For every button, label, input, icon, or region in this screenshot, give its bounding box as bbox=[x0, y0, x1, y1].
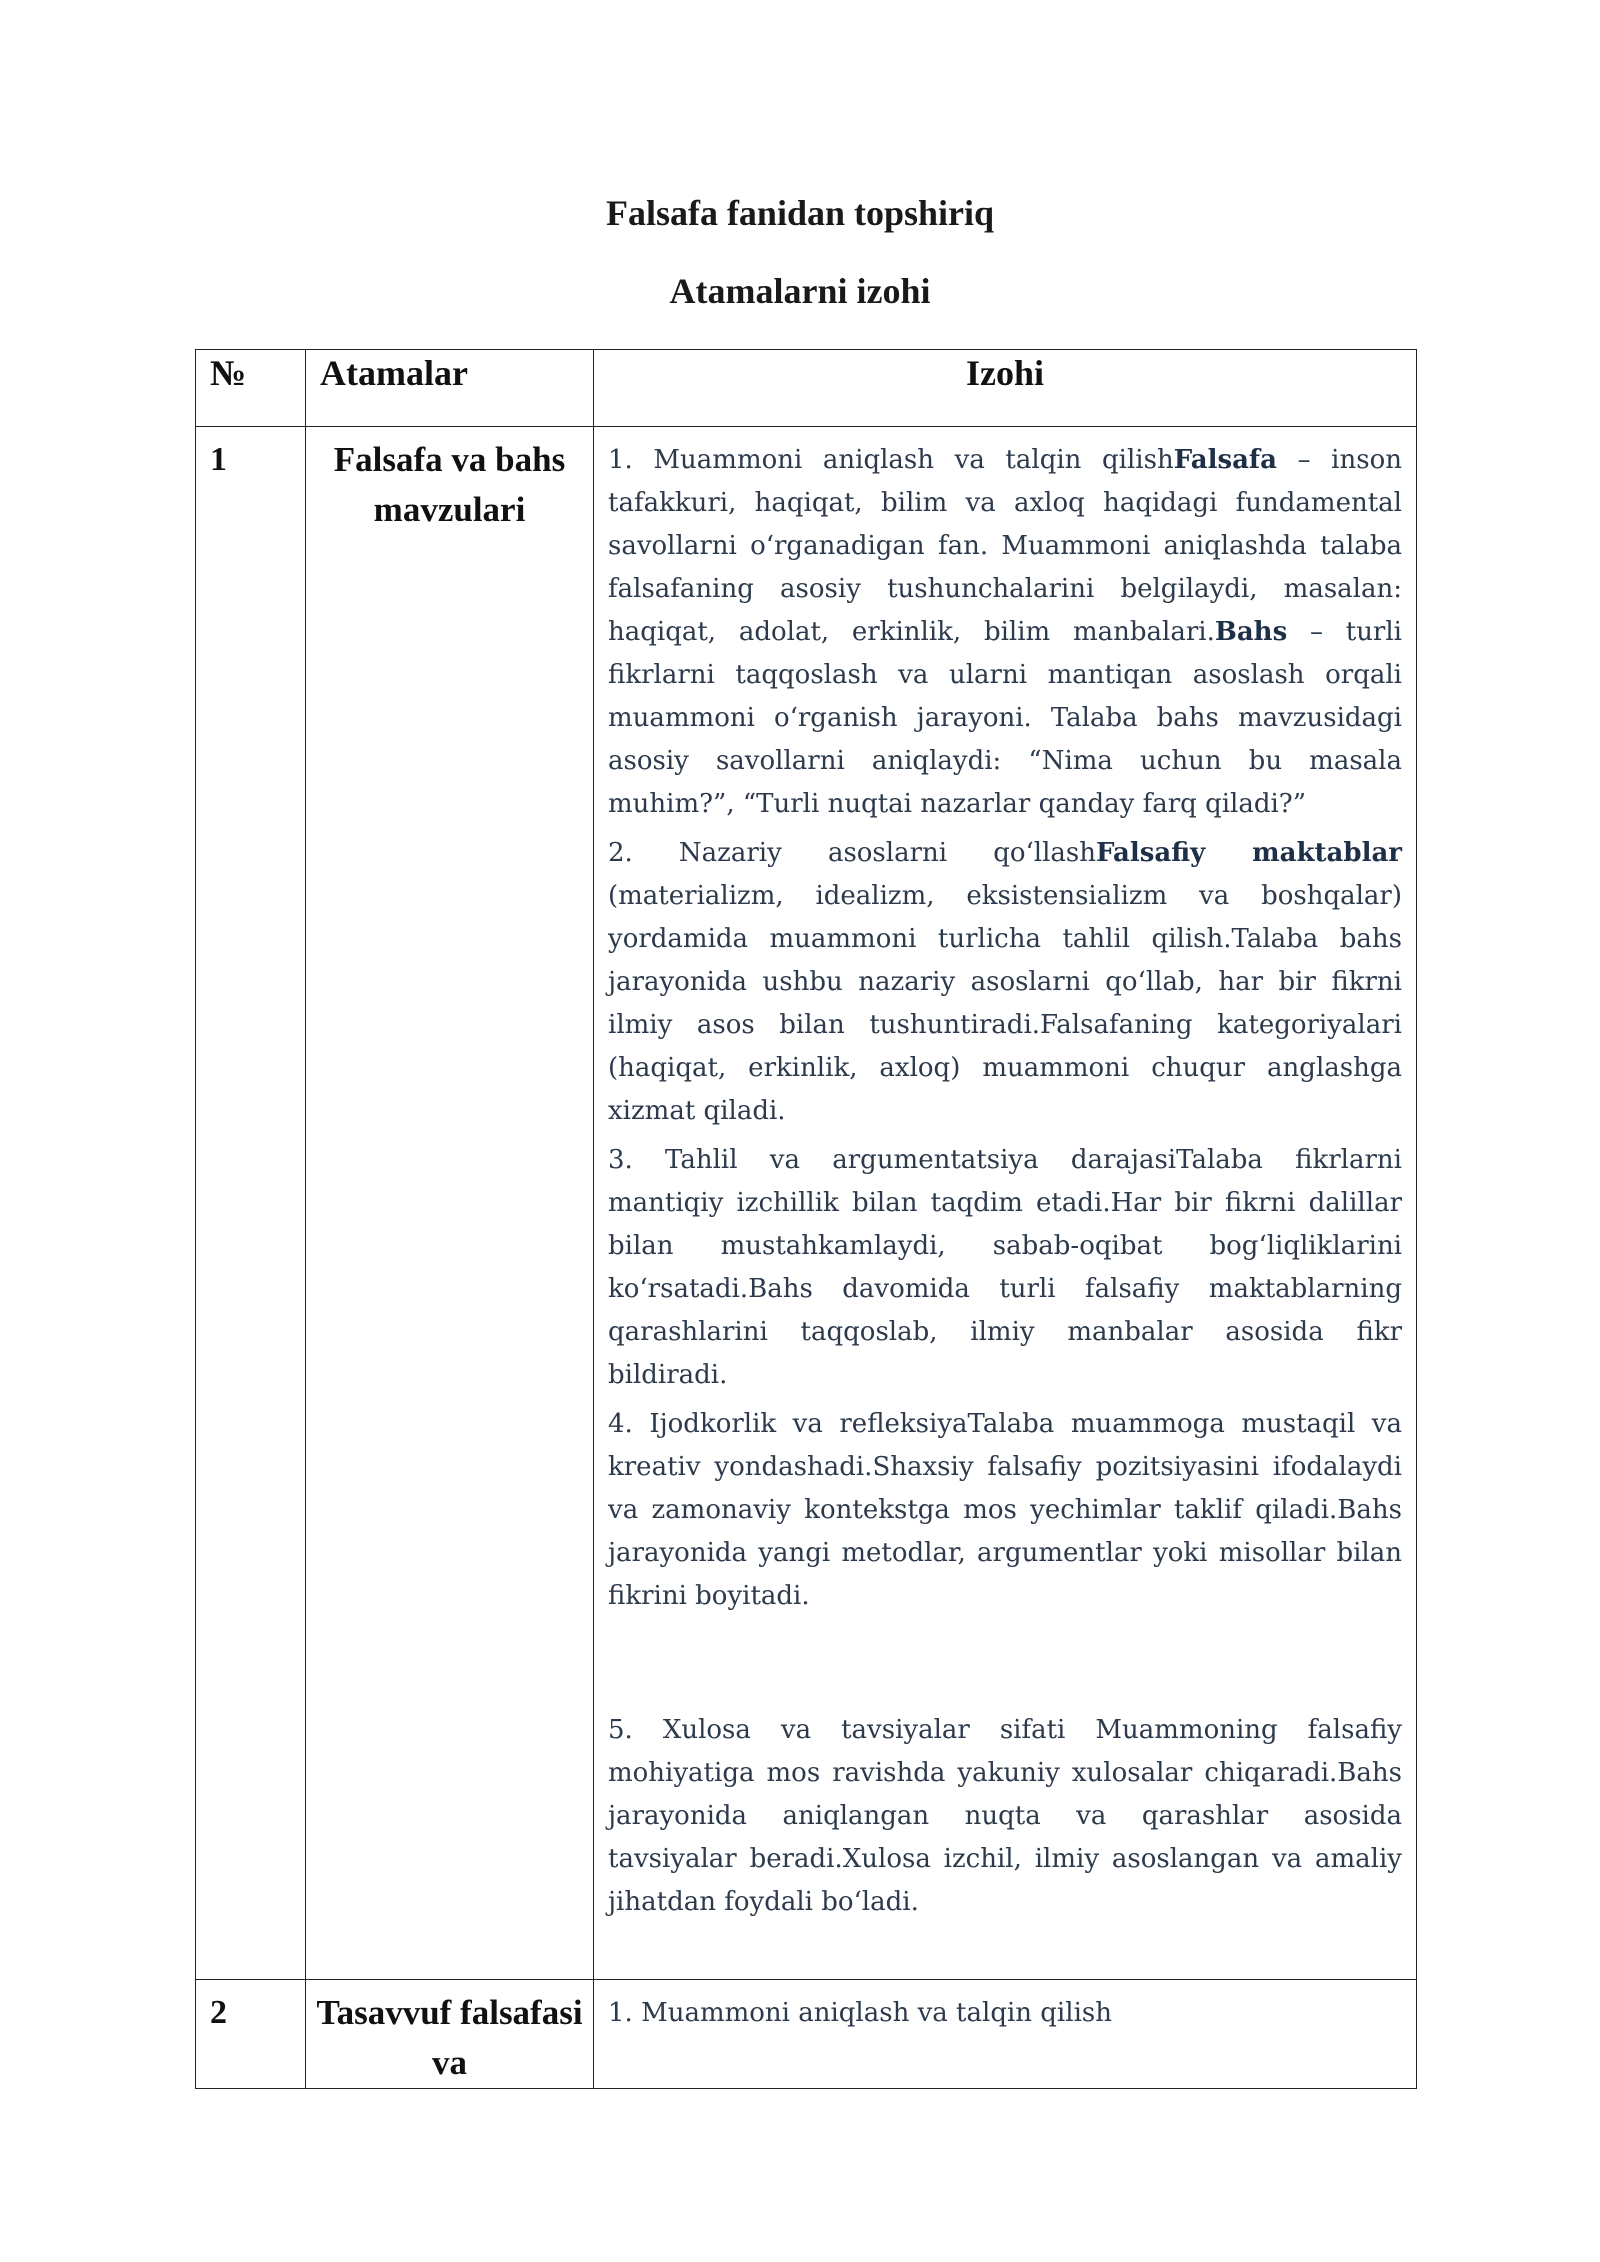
description-paragraph: 1. Muammoni aniqlash va talqin qilish bbox=[608, 1998, 1112, 2028]
bold-term: Bahs bbox=[1214, 617, 1288, 647]
description-paragraph: 3. Tahlil va argumentatsiya darajasiTalaba fikrlarni mantiqiy izchillik bilan taqdim etadi.Har bir fikrni dalillar bilan mustahkamlaydi, sabab-oqibat bogʻliqliklarini koʻrsatadi.Bahs davomida turli falsafiy maktablarning qarashlarini taqqoslab, ilmiy manbalar asosida fikr bildiradi. bbox=[608, 1145, 1402, 1390]
row-term: Tasavvuf falsafasi va bbox=[306, 1980, 594, 2089]
paragraph-text: – inson tafakkuri, haqiqat, bilim va axloq haqidagi fundamental savollarni oʻrganadigan fan. Muammoni aniqlashda talaba falsafaning asosiy tushunchalarini belgilaydi, masalan: haqiqat, adolat, erkinlik, bilim manbalari. bbox=[608, 445, 1402, 647]
paragraph-text: – turli fikrlarni taqqoslash va ularni mantiqan asoslash orqali muammoni oʻrganish jarayoni. Talaba bahs mavzusidagi asosiy savollarni aniqlaydi: “Nima uchun bu masala muhim?”, “Turli nuqtai nazarlar qanday farq qiladi?” bbox=[608, 617, 1402, 819]
paragraph-text: (materializm, idealizm, eksistensializm va boshqalar) yordamida muammoni turlicha tahlil qilish.Talaba bahs jarayonida ushbu nazariy asoslarni qoʻllab, har bir fikrni ilmiy asos bilan tushuntiradi.Falsafaning kategoriyalari (haqiqat, erkinlik, axloq) muammoni chuqur anglashga xizmat qiladi. bbox=[608, 881, 1402, 1126]
row-term: Falsafa va bahs mavzulari bbox=[306, 427, 594, 1980]
paragraph-text: 1. Muammoni aniqlash va talqin qilish bbox=[608, 445, 1174, 475]
description-paragraph bbox=[608, 832, 1402, 1133]
description-paragraph: 5. Xulosa va tavsiyalar sifati Muammoning falsafiy mohiyatiga mos ravishda yakuniy xulosalar chiqaradi.Bahs jarayonida aniqlangan nuqta va qarashlar asosida tavsiyalar beradi.Xulosa izchil, ilmiy asoslangan va amaliy jihatdan foydali boʻladi. bbox=[608, 1715, 1402, 1917]
table-row bbox=[196, 1980, 1417, 2089]
document-subtitle: Atamalarni izohi bbox=[669, 271, 931, 311]
row-description bbox=[594, 1980, 1417, 2089]
terms-table bbox=[195, 349, 1417, 2089]
table-header-row bbox=[196, 350, 1417, 427]
row-description bbox=[594, 427, 1417, 1980]
table-row bbox=[196, 427, 1417, 1980]
paragraph-spacer bbox=[608, 1624, 1402, 1709]
description-paragraph bbox=[608, 439, 1402, 826]
row-number: 1 bbox=[196, 427, 306, 1980]
document-title: Falsafa fanidan topshiriq bbox=[605, 193, 995, 233]
bold-term: Falsafa bbox=[1173, 445, 1277, 475]
bold-term: Falsafiy maktablar bbox=[1096, 838, 1402, 868]
header-term: Atamalar bbox=[306, 350, 594, 427]
header-number: № bbox=[196, 350, 306, 427]
row-number: 2 bbox=[196, 1980, 306, 2089]
header-description: Izohi bbox=[594, 350, 1417, 427]
paragraph-text: 2. Nazariy asoslarni qoʻllash bbox=[608, 838, 1096, 868]
description-paragraph: 4. Ijodkorlik va refleksiyaTalaba muammoga mustaqil va kreativ yondashadi.Shaxsiy falsafiy pozitsiyasini ifodalaydi va zamonaviy kontekstga mos yechimlar taklif qiladi.Bahs jarayonida yangi metodlar, argumentlar yoki misollar bilan fikrini boyitadi. bbox=[608, 1409, 1402, 1611]
